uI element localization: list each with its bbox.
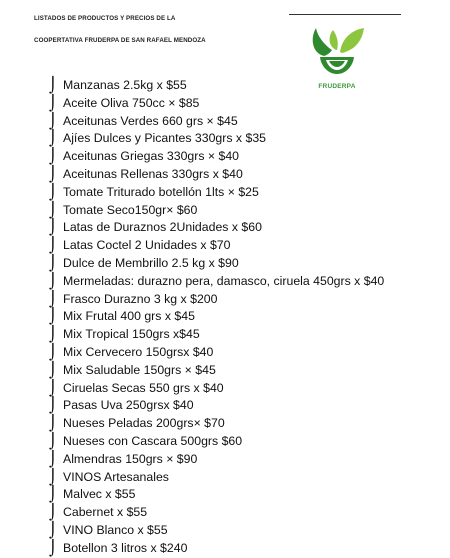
bullet-icon: ⌡ [49, 325, 57, 344]
product-price-text: Ciruelas Secas 550 grs x $40 [63, 380, 224, 395]
bullet-icon: ⌡ [49, 164, 57, 183]
product-price-text: Tomate Triturado botellón 1lts × $25 [63, 184, 259, 199]
sprout-leaves-logo-icon [306, 20, 368, 82]
product-price-text: Mix Saludable 150grs × $45 [63, 362, 216, 377]
header-rule [289, 14, 401, 15]
bullet-icon: ⌡ [49, 378, 57, 397]
bullet-icon: ⌡ [49, 431, 57, 450]
bullet-icon: ⌡ [49, 538, 57, 557]
bullet-icon: ⌡ [49, 503, 57, 522]
bullet-icon: ⌡ [49, 200, 57, 219]
logo-text: FRUDERPA [318, 83, 356, 90]
product-price-text: Cabernet x $55 [63, 505, 148, 520]
product-price-text: VINOS Artesanales [63, 469, 169, 484]
product-price-text: Latas de Duraznos 2Unidades x $60 [63, 220, 262, 235]
product-price-text: Mix Cervecero 150grsx $40 [63, 344, 214, 359]
fruderpa-logo [306, 20, 368, 90]
bullet-icon: ⌡ [49, 307, 57, 326]
product-price-text: Mermeladas: durazno pera, damasco, ciruela 450grs x $40 [63, 273, 385, 288]
product-price-text: Ajíes Dulces y Picantes 330grs x $35 [63, 131, 267, 146]
bullet-icon: ⌡ [49, 218, 57, 237]
product-price-text: Mix Frutal 400 grs x $45 [63, 309, 195, 324]
product-price-text: Botellon 3 litros x $240 [63, 540, 188, 555]
product-price-text: Frasco Durazno 3 kg x $200 [63, 291, 218, 306]
bullet-icon: ⌡ [49, 93, 57, 112]
bullet-icon: ⌡ [49, 342, 57, 361]
product-price-text: Manzanas 2.5kg x $55 [63, 78, 187, 92]
bullet-icon: ⌡ [49, 485, 57, 504]
bullet-icon: ⌡ [49, 467, 57, 486]
bullet-icon: ⌡ [49, 111, 57, 130]
bullet-icon: ⌡ [49, 147, 57, 166]
product-price-text: Aceite Oliva 750cc × $85 [63, 95, 200, 110]
product-price-text: Mix Tropical 150grs x$45 [63, 327, 200, 342]
product-price-text: Aceitunas Griegas 330grs × $40 [63, 149, 240, 164]
bullet-icon: ⌡ [49, 360, 57, 379]
product-price-text: Pasas Uva 250grsx $40 [63, 398, 194, 413]
bullet-icon: ⌡ [49, 289, 57, 308]
bullet-icon: ⌡ [49, 396, 57, 415]
bullet-icon: ⌡ [49, 253, 57, 272]
document-title-line-1: LISTADOS DE PRODUCTOS Y PRECIOS DE LA [34, 15, 176, 22]
bullet-icon: ⌡ [49, 76, 57, 94]
product-price-text: Almendras 150grs × $90 [63, 451, 198, 466]
product-price-text: Latas Coctel 2 Unidades x $70 [63, 238, 231, 253]
product-price-text: Malvec x $55 [63, 487, 136, 502]
bullet-icon: ⌡ [49, 271, 57, 290]
product-price-text: Tomate Seco150gr× $60 [63, 202, 198, 217]
product-price-text: VINO Blanco x $55 [63, 522, 168, 537]
product-price-text: Nueses con Cascara 500grs $60 [63, 433, 243, 448]
bullet-icon: ⌡ [49, 182, 57, 201]
product-price-text: Aceitunas Verdes 660 grs × $45 [63, 113, 238, 128]
product-price-text: Nueses Peladas 200grs× $70 [63, 416, 225, 431]
bullet-icon: ⌡ [49, 414, 57, 433]
product-price-text: Dulce de Membrillo 2.5 kg x $90 [63, 255, 239, 270]
product-price-text: Aceitunas Rellenas 330grs x $40 [63, 166, 243, 181]
bullet-icon: ⌡ [49, 520, 57, 539]
document-title-line-2: COOPERTATIVA FRUDERPA DE SAN RAFAEL MENDOZA [34, 37, 206, 44]
bullet-icon: ⌡ [49, 129, 57, 148]
bullet-icon: ⌡ [49, 236, 57, 255]
bullet-icon: ⌡ [49, 449, 57, 468]
